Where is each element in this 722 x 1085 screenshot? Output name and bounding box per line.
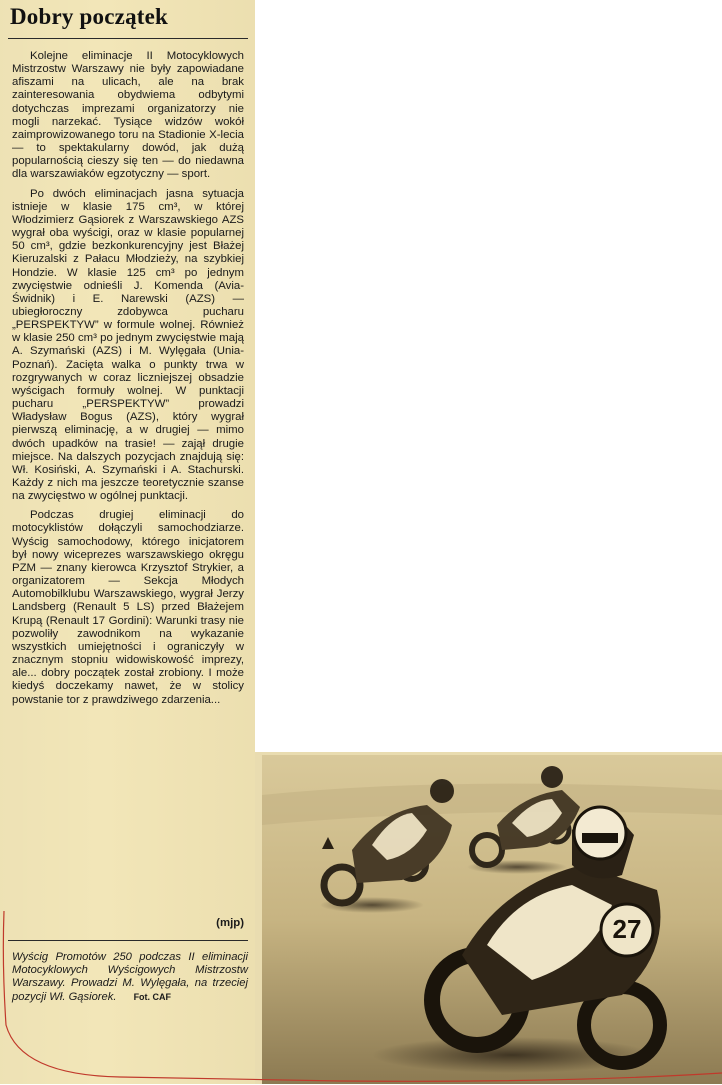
caption-divider — [8, 940, 248, 941]
photo-credit: Fot. CAF — [133, 991, 172, 1002]
photo-caption — [12, 951, 248, 1004]
racer-number: 27 — [612, 914, 642, 944]
article-paragraph-1: Kolejne eliminacje II Motocyklowych Mistrzostw Warszawy nie były zapowiadane afiszami na ulicach, ale na brak zainteresowania obydwiema odbytymi dotychczas imprezami organizatorzy nie mogli narzekać. Tysiące widzów wokół zaimprowizowanego toru na Stadionie X-lecia — to spektakularny dowód, jak dużą popularnością cieszy się ten — do niedawna dla warszawiaków egzotyczny — sport. — [12, 50, 244, 181]
article-paragraph-2: Po dwóch eliminacjach jasna sytuacja istnieje w klasie 175 cm³, w której Włodzimierz Gąsiorek z Warszawskiego AZS wygrał oba wyścigi, oraz w klasie popularnej 50 cm³, gdzie bezkonkurencyjny jest Błażej Kieruzalski z Pałacu Młodzieży, na szybkiej Hondzie. W klasie 125 cm³ po jednym zwycięstwie odnieśli J. Komenda (Avia-Świdnik) i E. Narewski (AZS) — ubiegłoroczny zdobywca pucharu „PERSPEKTYW” w formule wolnej. Również w klasie 250 cm³ po jednym zwycięstwie mają A. Szymański (AZS) i M. Wylęgała (Unia-Poznań). Zacięta walka o punkty trwa w rozgrywanych w coraz liczniejszej obsadzie wyścigach formuły wolnej. W punktacji pucharu „PERSPEKTYW” prowadzi Władysław Bogus (AZS), który wygrał pierwszą eliminację, a w drugiej — mimo dwóch upadków na trasie! — zajął drugie miejsce. Na dalszych pozycjach znajdują się: Wł. Kosiński, A. Szymański i A. Stachurski. Każdy z nich ma jeszcze teoretycznie szanse na zwycięstwo w ogólnej punktacji. — [12, 187, 244, 503]
caption-text: Wyścig Promotów 250 podczas II eliminacji Motocyklowych Wyścigowych Mistrzostw Warszawy. Prowadzi M. Wylęgała, na trzeciej pozycji Wł. Gąsiorek. — [12, 951, 248, 1003]
article-paragraph-3: Podczas drugiej eliminacji do motocyklistów dołączyli samochodziarze. Wyścig samochodowy, którego inicjatorem był nowy wiceprezes warszawskiego okręgu PZM — znany kierowca Krzysztof Strykier, a organizatorem — Sekcja Młodych Automobilklubu Warszawskiego, wygrał Jerzy Landsberg (Renault 5 LS) przed Błażejem Krupą (Renault 17 Gordini): Warunki trasy nie pozwoliły zawodnikom na wykazanie wszystkich umiejętności i ograniczyły w znacznym stopniu widowiskowość imprezy, ale... dobry początek został zrobiony. I może kiedyś doczekamy nawet, że w stolicy powstanie tor z prawdziwego zdarzenia... — [12, 509, 244, 706]
article-body — [12, 50, 244, 713]
article-title: Dobry początek — [10, 4, 169, 29]
motorcycle-race-photo — [262, 755, 722, 1084]
author-signature: (mjp) — [216, 917, 244, 929]
title-divider — [8, 38, 248, 39]
